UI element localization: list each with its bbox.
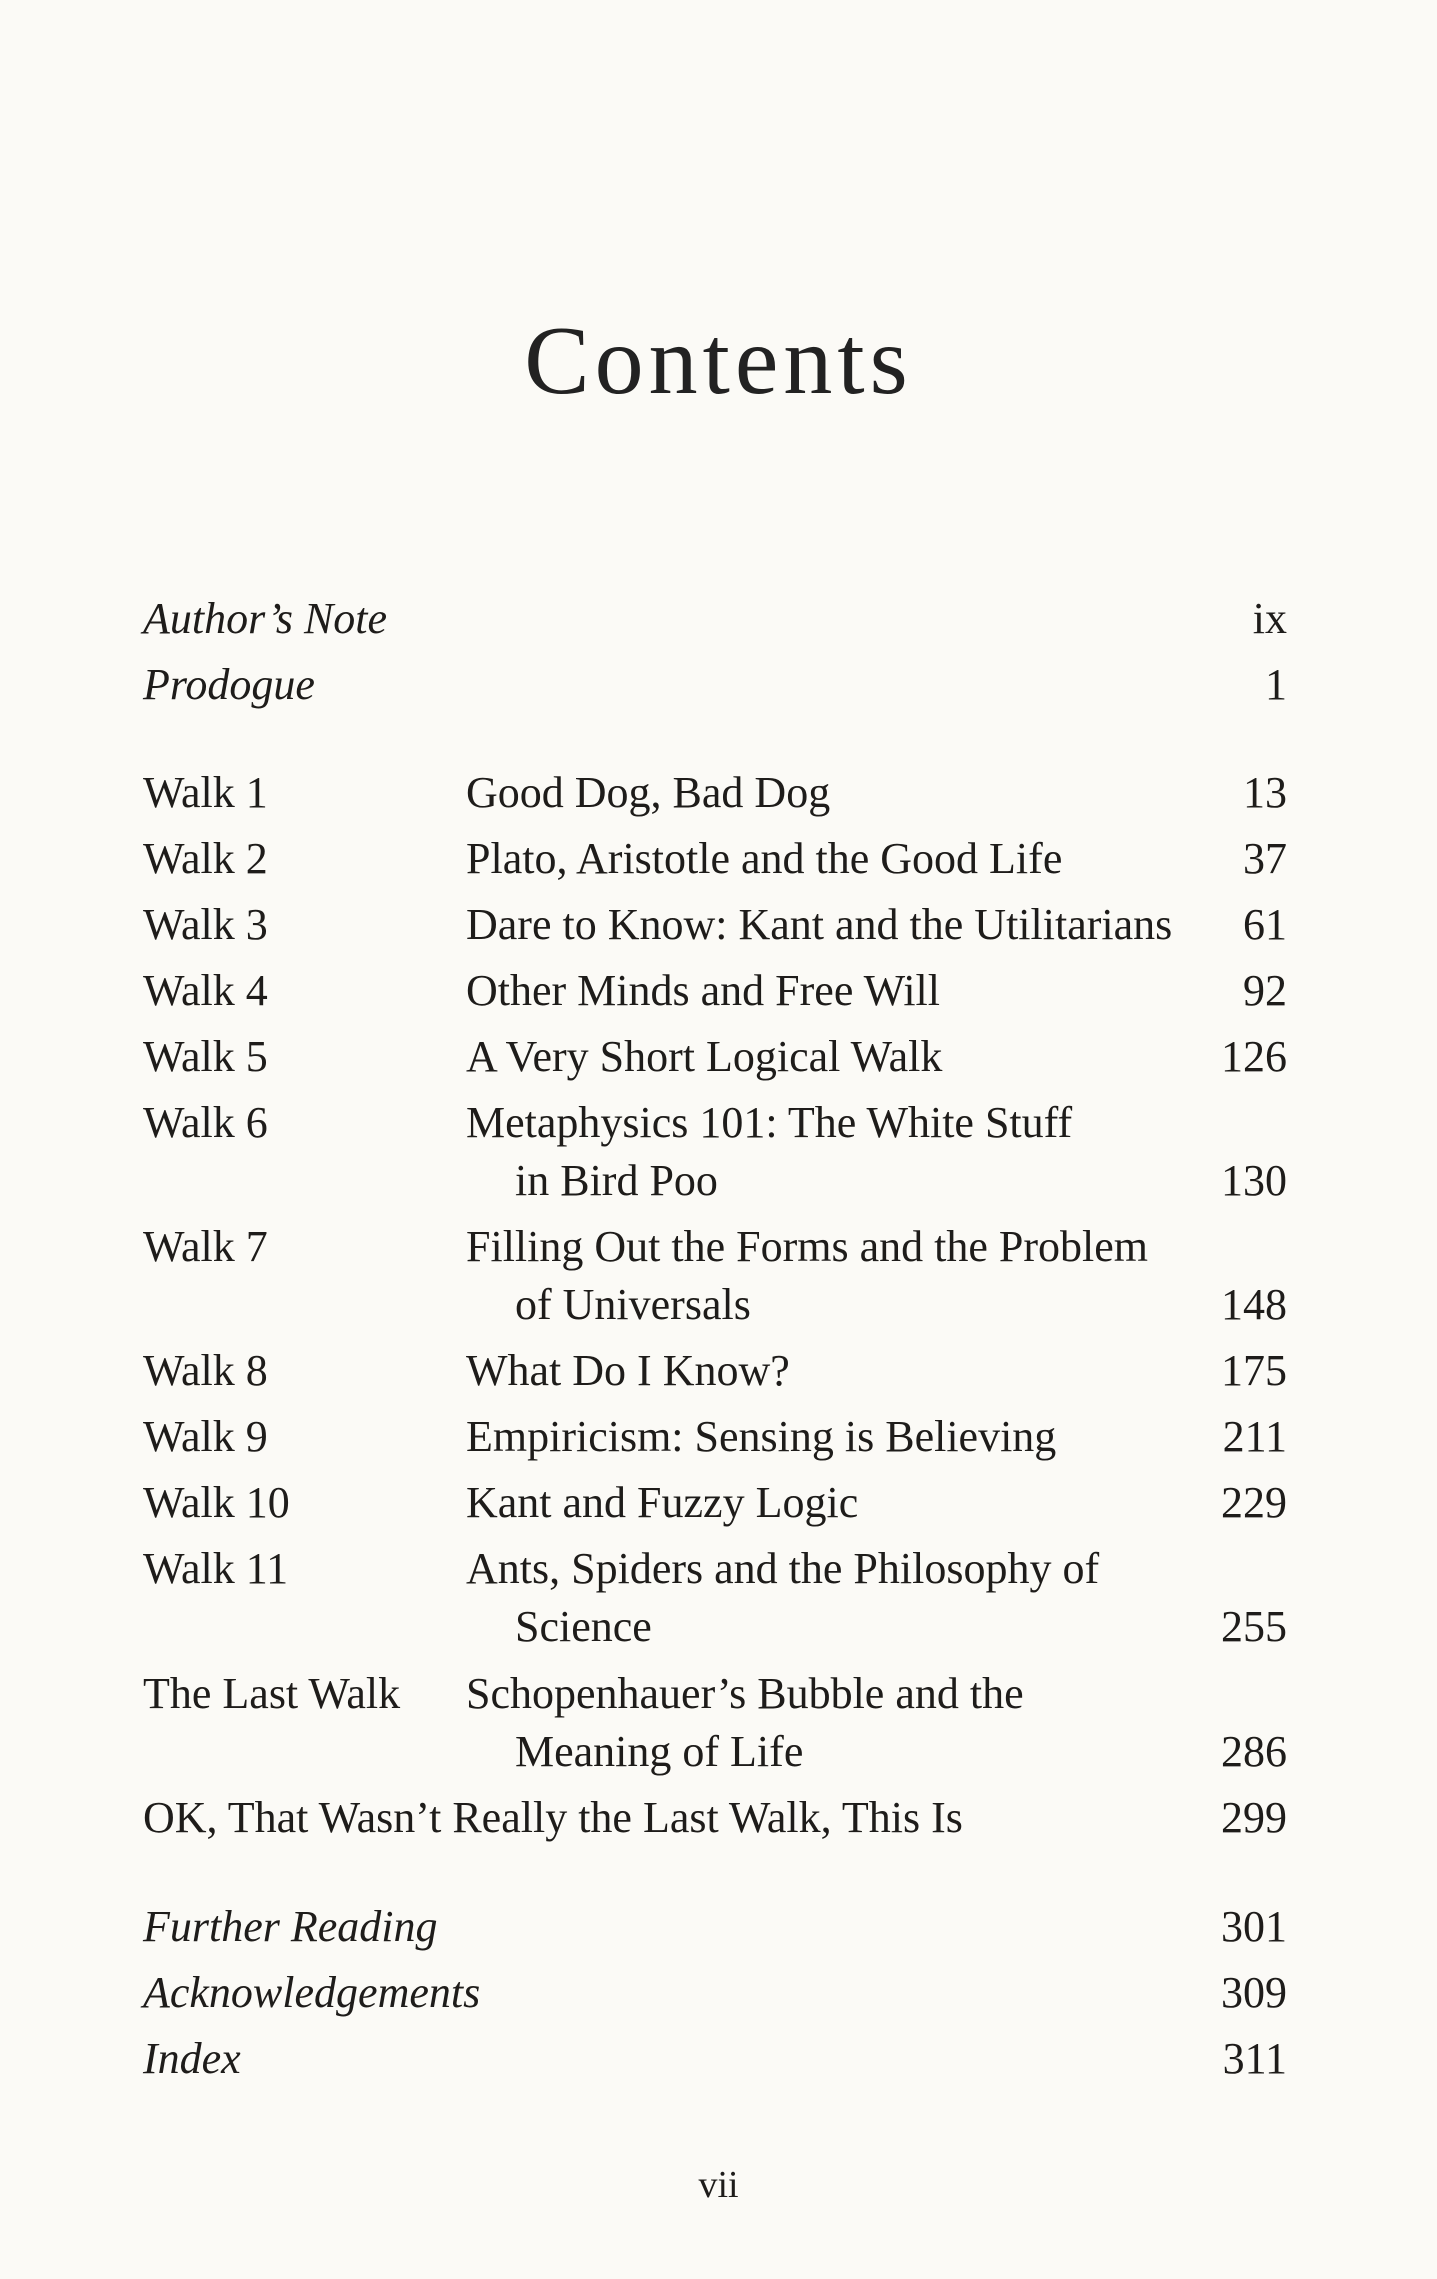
toc-walk-number: Walk 6 bbox=[143, 1098, 268, 1147]
toc-walk-title: Filling Out the Forms and the Problem bbox=[466, 1222, 1148, 1271]
toc-entry-page: 148 bbox=[1221, 1280, 1287, 1329]
toc-entry-walk-7 bbox=[0, 1214, 1437, 1280]
toc-walk-title-continued: of Universals bbox=[515, 1280, 751, 1329]
toc-entry-walk-7-cont bbox=[0, 1272, 1437, 1338]
toc-entry-walk-4 bbox=[0, 958, 1437, 1024]
toc-walk-number: Walk 1 bbox=[143, 768, 268, 817]
toc-walk-number: Walk 7 bbox=[143, 1222, 268, 1271]
toc-walk-title: Dare to Know: Kant and the Utilitarians bbox=[466, 900, 1173, 949]
toc-entry-page: 130 bbox=[1221, 1156, 1287, 1205]
toc-entry-page: 309 bbox=[1221, 1968, 1287, 2017]
toc-entry-last-walk-cont bbox=[0, 1719, 1437, 1785]
toc-entry-walk-8 bbox=[0, 1338, 1437, 1404]
toc-walk-title: Schopenhauer’s Bubble and the bbox=[466, 1669, 1024, 1718]
toc-walk-number: The Last Walk bbox=[143, 1669, 401, 1718]
toc-entry-walk-11-cont bbox=[0, 1594, 1437, 1660]
toc-walk-title-continued: in Bird Poo bbox=[515, 1156, 718, 1205]
toc-entry-walk-6-cont bbox=[0, 1148, 1437, 1214]
toc-walk-number: Walk 5 bbox=[143, 1032, 268, 1081]
toc-entry-prologue bbox=[0, 652, 1437, 718]
toc-entry-walk-10 bbox=[0, 1470, 1437, 1536]
toc-entry-page: 286 bbox=[1221, 1727, 1287, 1776]
toc-entry-final-walk bbox=[0, 1785, 1437, 1851]
toc-entry-authors-note bbox=[0, 586, 1437, 652]
toc-entry-further-reading bbox=[0, 1894, 1437, 1960]
toc-entry-label: OK, That Wasn’t Really the Last Walk, This Is bbox=[143, 1793, 963, 1842]
toc-entry-walk-9 bbox=[0, 1404, 1437, 1470]
toc-entry-page: 299 bbox=[1221, 1793, 1287, 1842]
toc-entry-page: 255 bbox=[1221, 1602, 1287, 1651]
toc-entry-label: Index bbox=[143, 2034, 241, 2083]
toc-entry-page: 175 bbox=[1221, 1346, 1287, 1395]
toc-walk-number: Walk 4 bbox=[143, 966, 268, 1015]
toc-entry-page: 1 bbox=[1265, 660, 1287, 709]
toc-walk-title: Good Dog, Bad Dog bbox=[466, 768, 831, 817]
toc-walk-number: Walk 10 bbox=[143, 1478, 290, 1527]
toc-entry-walk-3 bbox=[0, 892, 1437, 958]
toc-entry-page: 126 bbox=[1221, 1032, 1287, 1081]
toc-walk-title: A Very Short Logical Walk bbox=[466, 1032, 943, 1081]
toc-entry-label: Author’s Note bbox=[143, 594, 388, 643]
toc-entry-label: Acknowledgements bbox=[143, 1968, 481, 2017]
toc-entry-page: 37 bbox=[1243, 834, 1287, 883]
toc-entry-walk-6 bbox=[0, 1090, 1437, 1156]
toc-walk-number: Walk 11 bbox=[143, 1544, 289, 1593]
toc-walk-number: Walk 8 bbox=[143, 1346, 268, 1395]
toc-walk-title: Metaphysics 101: The White Stuff bbox=[466, 1098, 1073, 1147]
toc-entry-label: Prodogue bbox=[143, 660, 315, 709]
toc-walk-title: Kant and Fuzzy Logic bbox=[466, 1478, 859, 1527]
toc-entry-page: ix bbox=[1252, 594, 1287, 643]
toc-walk-title: Other Minds and Free Will bbox=[466, 966, 941, 1015]
toc-entry-page: 311 bbox=[1222, 2034, 1287, 2083]
toc-entry-page: 229 bbox=[1221, 1478, 1287, 1527]
toc-walk-title: Plato, Aristotle and the Good Life bbox=[466, 834, 1063, 883]
toc-entry-acknowledgements bbox=[0, 1960, 1437, 2026]
toc-walk-number: Walk 9 bbox=[143, 1412, 268, 1461]
toc-entry-walk-11 bbox=[0, 1536, 1437, 1602]
toc-entry-page: 13 bbox=[1243, 768, 1287, 817]
toc-walk-title-continued: Science bbox=[515, 1602, 652, 1651]
toc-entry-walk-5 bbox=[0, 1024, 1437, 1090]
toc-entry-page: 211 bbox=[1222, 1412, 1287, 1461]
page-number: vii bbox=[698, 2164, 739, 2206]
toc-entry-page: 92 bbox=[1243, 966, 1287, 1015]
toc-walk-title-continued: Meaning of Life bbox=[515, 1727, 804, 1776]
toc-walk-title: Empiricism: Sensing is Believing bbox=[466, 1412, 1057, 1461]
toc-walk-number: Walk 2 bbox=[143, 834, 268, 883]
toc-walk-number: Walk 3 bbox=[143, 900, 268, 949]
toc-entry-walk-1 bbox=[0, 760, 1437, 826]
page-title: Contents bbox=[524, 307, 913, 415]
toc-entry-walk-2 bbox=[0, 826, 1437, 892]
toc-walk-title: What Do I Know? bbox=[466, 1346, 790, 1395]
toc-entry-label: Further Reading bbox=[143, 1902, 438, 1951]
toc-entry-page: 301 bbox=[1221, 1902, 1287, 1951]
toc-entry-index bbox=[0, 2026, 1437, 2092]
toc-entry-last-walk bbox=[0, 1661, 1437, 1727]
toc-walk-title: Ants, Spiders and the Philosophy of bbox=[466, 1544, 1100, 1593]
toc-entry-page: 61 bbox=[1243, 900, 1287, 949]
